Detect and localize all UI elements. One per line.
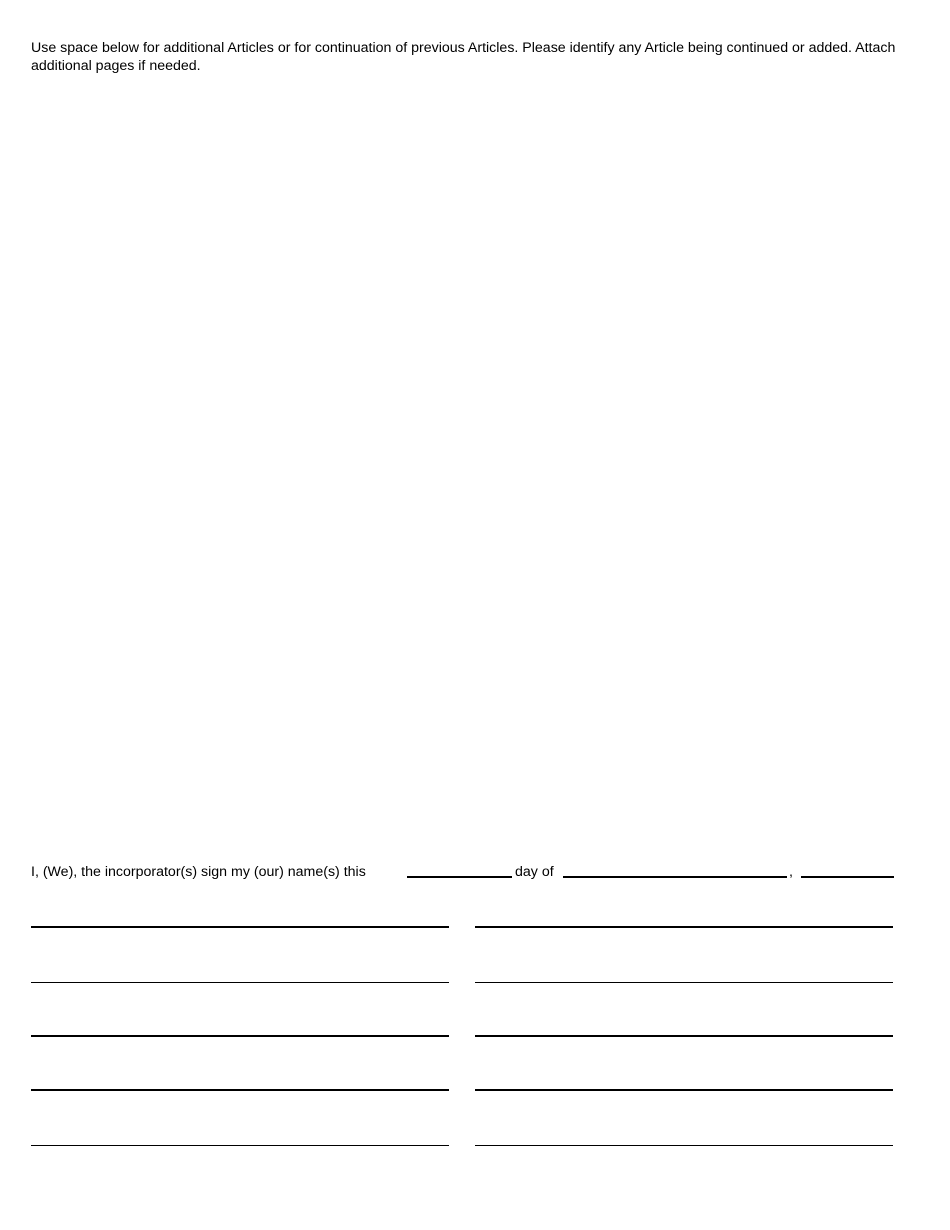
signature-line-left-1[interactable]: [31, 926, 449, 928]
month-blank-field[interactable]: [563, 876, 787, 878]
year-blank-field[interactable]: [801, 876, 894, 878]
signature-line-right-2[interactable]: [475, 982, 893, 983]
signature-line-left-5[interactable]: [31, 1145, 449, 1146]
date-comma: ,: [789, 864, 793, 880]
signature-line-right-3[interactable]: [475, 1035, 893, 1037]
additional-articles-area[interactable]: [31, 85, 893, 845]
signature-line-right-5[interactable]: [475, 1145, 893, 1146]
signature-statement-text: I, (We), the incorporator(s) sign my (our) name(s) this: [31, 864, 366, 880]
signature-line-right-1[interactable]: [475, 926, 893, 928]
signature-line-left-3[interactable]: [31, 1035, 449, 1037]
signature-line-left-2[interactable]: [31, 982, 449, 983]
day-blank-field[interactable]: [407, 876, 512, 878]
instructions-text: Use space below for additional Articles or for continuation of previous Articles. Please identify any Article being continued or added. Attach additional pages if needed.: [31, 40, 896, 74]
signature-line-left-4[interactable]: [31, 1089, 449, 1091]
day-of-label: day of: [515, 864, 554, 880]
signature-line-right-4[interactable]: [475, 1089, 893, 1091]
